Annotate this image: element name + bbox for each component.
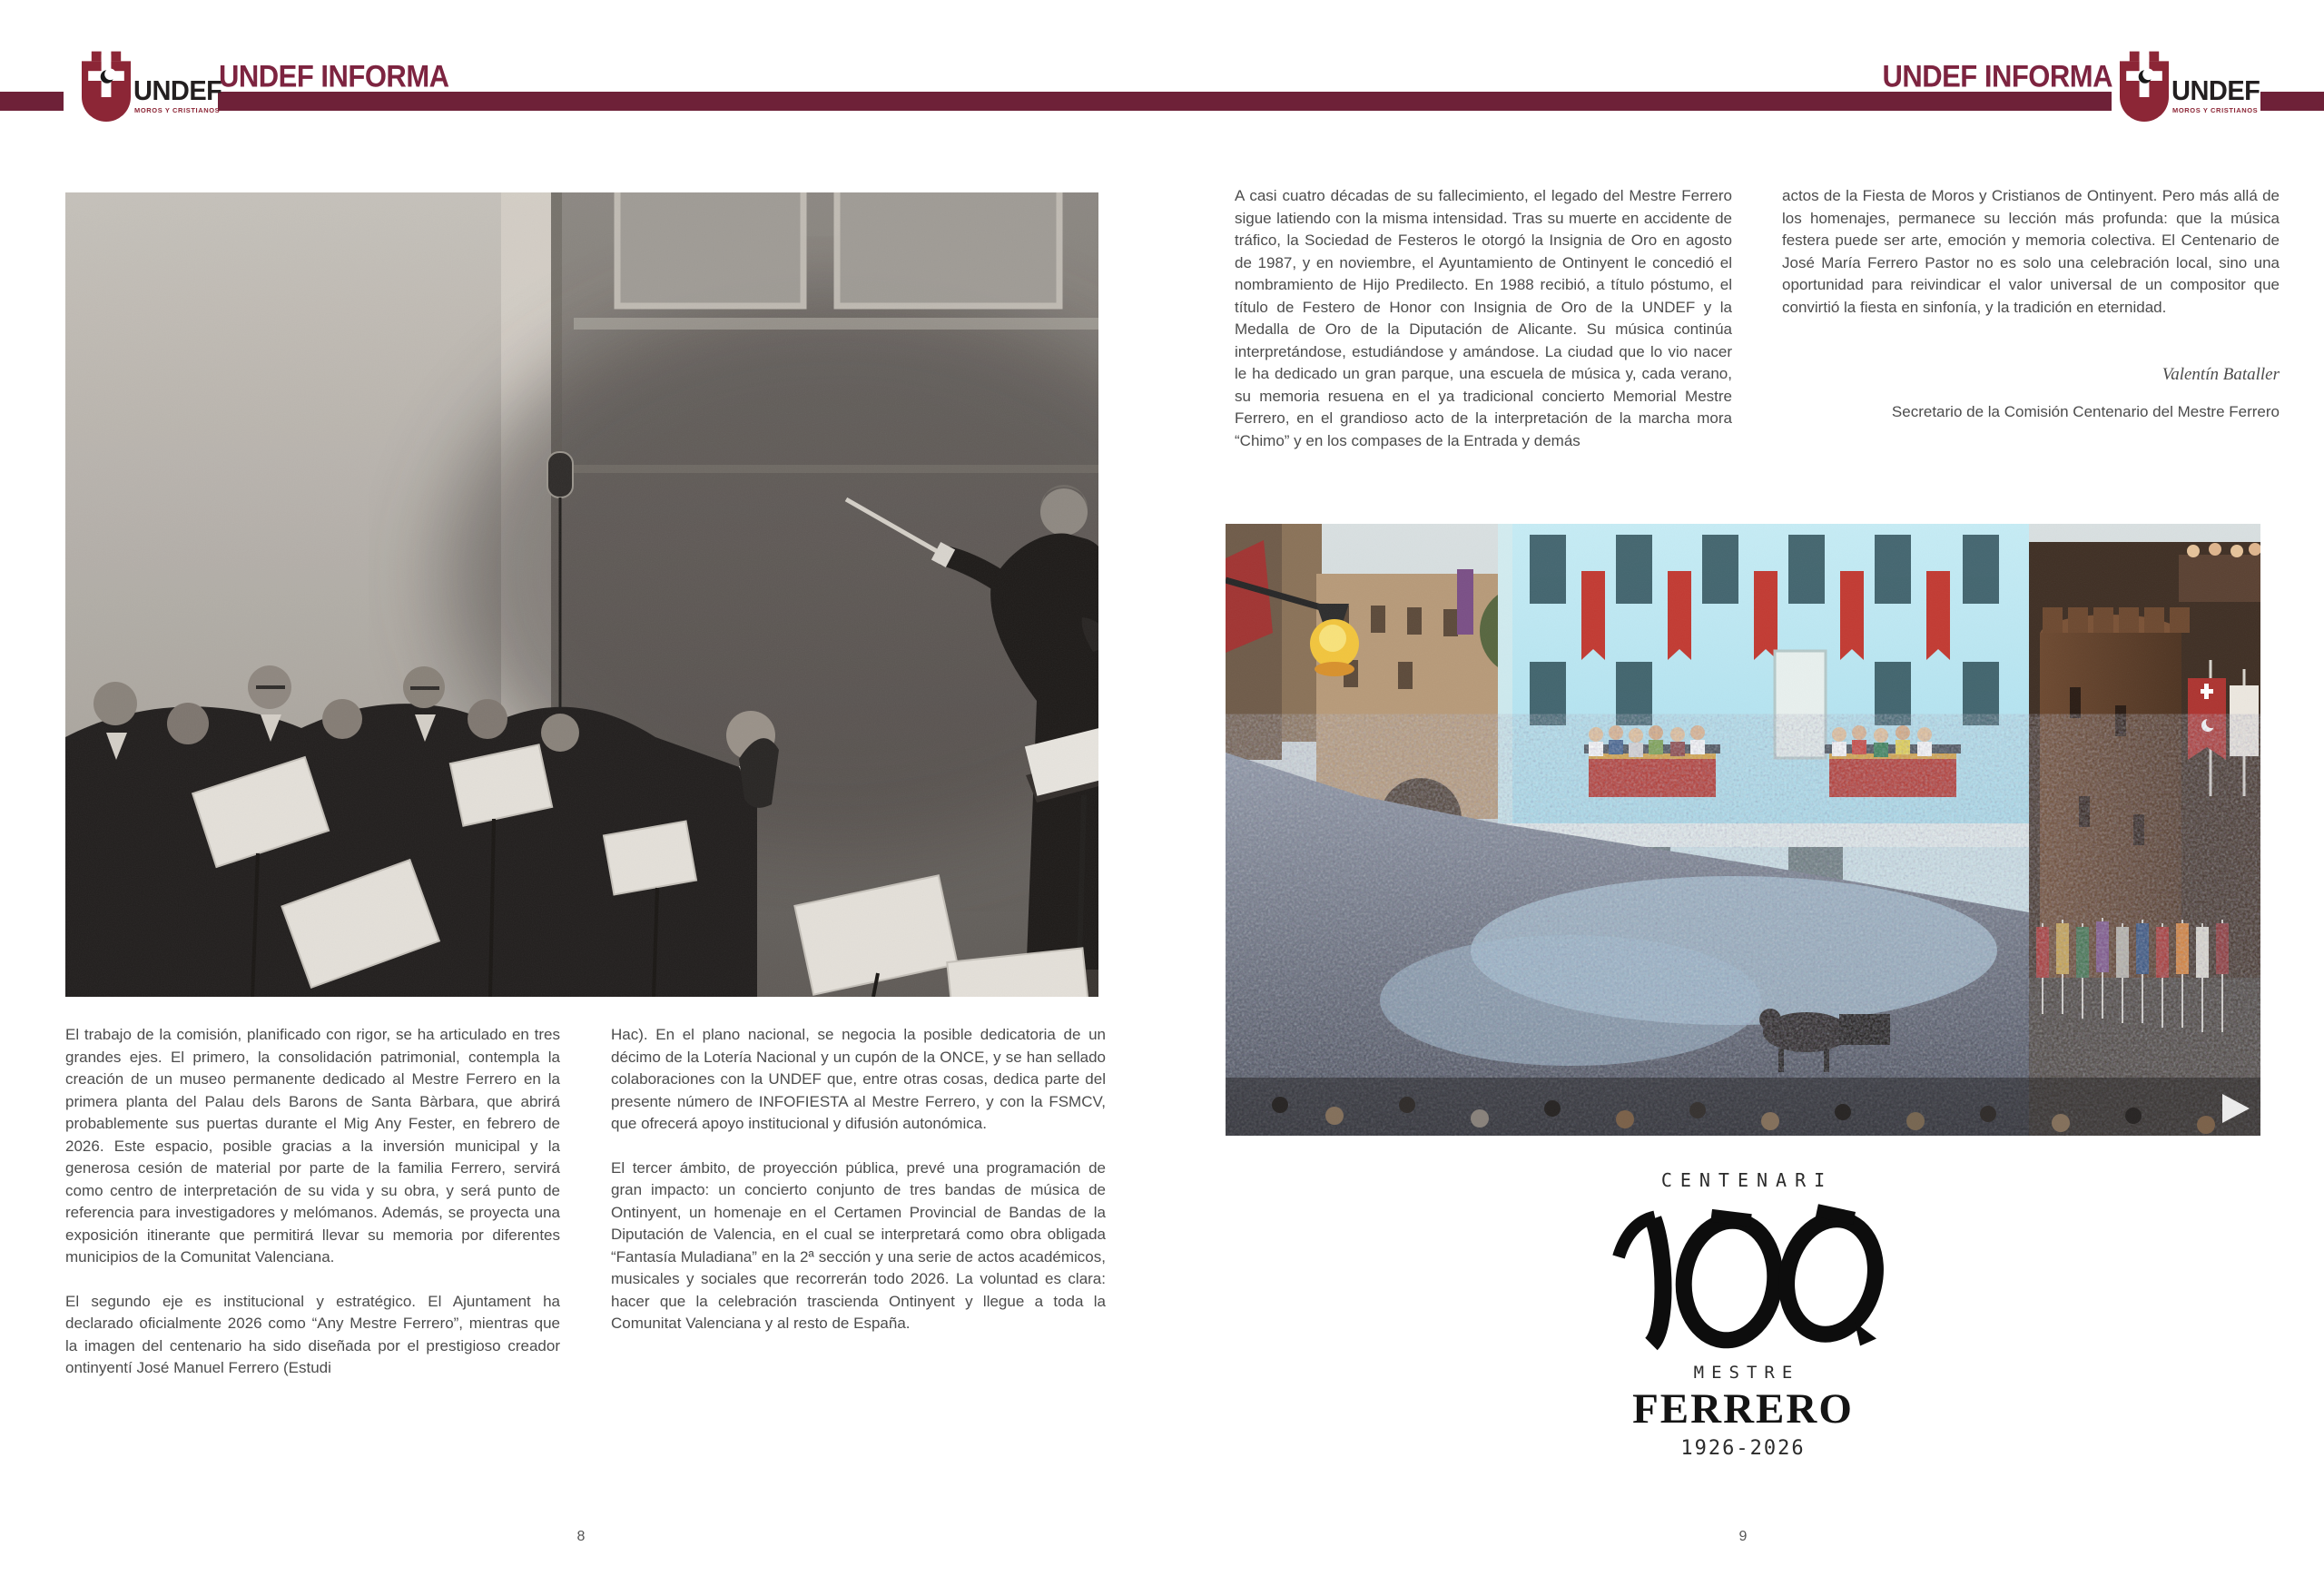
undef-wordmark-sub: MOROS Y CRISTIANOS bbox=[134, 106, 221, 114]
paragraph: El segundo eje es institucional y estratégico. El Ajuntament ha declarado oficialmente 2026 como “Any Mestre Ferrero”, mientras que la imagen del centenario ha sido diseñada por el prestigioso creador ontinyentí José Manuel Ferrero (Estudi bbox=[65, 1292, 560, 1376]
orchestra-conductor-photo bbox=[65, 192, 1098, 997]
paragraph: El tercer ámbito, de proyección pública, prevé una programación de gran impacto: un concierto conjunto de tres bandas de música de Ontinyent, un homenaje en el Certamen Provincial de Bandas de la Diputación de Valencia, en el cual se interpretará como obra obligada “Fantasía Muladiana” en la 2ª sección y una serie de actos académicos, musicales y sociales que recorrerán todo 2026. La voluntad es clara: hacer que la celebración trascienda Ontinyent y llegue a toda la Comunitat Valenciana y al resto de España. bbox=[611, 1158, 1106, 1332]
page-number-right: 9 bbox=[1738, 1529, 1748, 1544]
page-number-left: 8 bbox=[576, 1529, 586, 1544]
undef-logo-left bbox=[82, 49, 227, 127]
undef-shield-icon bbox=[82, 51, 131, 127]
paragraph: actos de la Fiesta de Moros y Cristianos de Ontinyent. Pero más allá de los homenajes, permanece su lección más profunda: que la música festera puede ser arte, emoción y memoria colectiva. El Centenario de José María Ferrero Pastor no es solo una celebración local, sino una oportunidad para reivindicar el valor universal de un compositor que convirtió la fiesta en sinfonía, y la tradición en eternidad. bbox=[1782, 187, 2280, 316]
centenary-logo bbox=[1471, 1169, 2015, 1460]
paragraph: El trabajo de la comisión, planificado con rigor, se ha articulado en tres grandes ejes. El primero, la consolidación patrimonial, contempla la creación de un museo permanente dedicado al Mestre Ferrero en la primera planta del Palau dels Barons de Santa Bàrbara, que abrirá probablemente sus puertas durante el Mig Any Fester, en febrero de 2026. Este espacio, posible gracias a la inversión municipal y la generosa cesión de material por parte de la familia Ferrero, servirá como centro de interpretación de su vida y su obra, y será punto de referencia para investigadores y melómanos. Además, se proyecta una exposición itinerante que permitirá llevar su memoria por diferentes municipios de la Comunitat Valenciana. bbox=[65, 1026, 560, 1266]
undef-wordmark: UNDEF bbox=[2171, 76, 2260, 107]
right-page-column-2 bbox=[1782, 185, 2280, 423]
header-rule-main bbox=[218, 92, 2112, 111]
undef-logo-right bbox=[2120, 49, 2265, 127]
header-rule-left-edge bbox=[0, 92, 64, 111]
paragraph: Hac). En el plano nacional, se negocia la posible dedicatoria de un décimo de la Lotería Nacional y un cupón de la ONCE, y se han sellado colaboraciones con la UNDEF que, entre otras cosas, dedica parte del presente número de INFOFIESTA al Mestre Ferrero, y con la FSMCV, que ofrecerá apoyo institucional y difusión autonómica. bbox=[611, 1026, 1106, 1132]
undef-wordmark-sub: MOROS Y CRISTIANOS bbox=[2172, 106, 2259, 114]
centenary-name: FERRERO bbox=[1632, 1385, 1854, 1433]
signature-role: Secretario de la Comisión Centenario del Mestre Ferrero bbox=[1891, 402, 2280, 420]
left-page-column-1 bbox=[65, 1024, 560, 1402]
centenary-kicker: CENTENARI bbox=[1660, 1169, 1834, 1191]
centenary-years: 1926-2026 bbox=[1680, 1437, 1806, 1460]
paragraph: A casi cuatro décadas de su fallecimiento, el legado del Mestre Ferrero sigue latiendo con la misma intensidad. Tras su muerte en accidente de tráfico, la Sociedad de Festeros le otorgó la Insignia de Oro en agosto de 1987, y en noviembre, el Ayuntamiento de Ontinyent le concedió el nombramiento de Hijo Predilecto. En 1988 recibió, a título póstumo, el título de Festero de Honor con Insignia de Oro de la UNDEF y la Medalla de Oro de la Diputación de Alicante. Su música continúa interpretándose, estudiándose y amándose. La ciudad que lo vio nacer le ha dedicado un gran parque, una escuela de música y, cada verano, su memoria resuena en el ya tradicional concierto Memorial Mestre Ferrero, en el grandioso acto de la interpretación de la marcha mora “Chimo” y en los compases de la Entrada y demás bbox=[1235, 187, 1732, 449]
signature-name: Valentín Bataller bbox=[2162, 365, 2280, 384]
festival-crowd-photo bbox=[1226, 524, 2260, 1136]
masthead-title-right: UNDEF INFORMA bbox=[1882, 58, 2112, 94]
masthead-title-left: UNDEF INFORMA bbox=[219, 58, 449, 94]
centenary-label: MESTRE bbox=[1693, 1363, 1800, 1383]
left-page-column-2 bbox=[611, 1024, 1106, 1357]
undef-shield-icon bbox=[2120, 51, 2169, 127]
undef-wordmark: UNDEF bbox=[133, 76, 222, 107]
header-rule-right-edge bbox=[2260, 92, 2324, 111]
right-page-column-1 bbox=[1235, 185, 1732, 474]
centenary-100-mark bbox=[1602, 1198, 1884, 1353]
